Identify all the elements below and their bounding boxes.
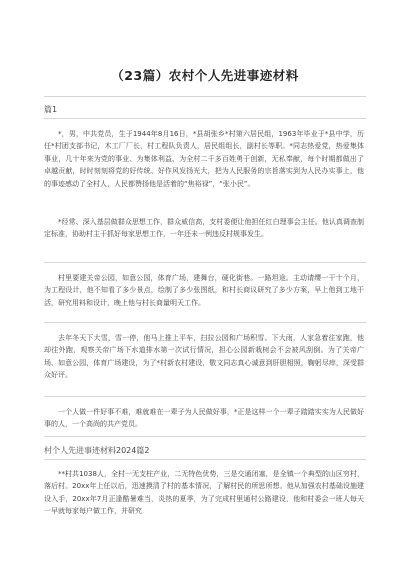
paragraph-2: *经常、深入基层做群众思想工作，群众威信高，支村委便让他担任红白理事会主任。他认真调查制定标准，协助村主干抓好每家思想工作，一年还未一例违反村规事发生。 — [44, 218, 364, 239]
divider — [44, 436, 366, 437]
paragraph-1: *，男，中共党员，生于1944年8月16日，*县胡张乡*村第六居民组，1963年毕业于*县中学，历任*村团支部书记，木工厂厂长，村工程队负责人，居民组组长，副村长等职。*同志热爱党，热爱集体事业，几十年来为党的事业、为集体利益、为全村二千多百姓勇于创新，无私奉献，每个时期都做出了卓越贡献，时时刻刻将党的好传统、好作风发扬光大，把为人民服务的宗旨落实到为人民办实事上，他的事迹感动了全村人，人民都赞扬他是活着的“焦裕禄”，“张小民”。 — [44, 130, 364, 188]
section-heading-2: 村个人先进事迹材料2024篇2 — [44, 446, 150, 455]
paragraph-6: **村共1038人，全村一无支柱产业，二无特色优势，三是交通闭塞，是全镇一个典型的山区穷村，落后村。20xx年上任以后，迅速摸清了村的基本情况，了解村民的所思所想。他从加强农村基础设施建设入手，20xx年7月正逢酷暑难当，炎热的夏季，为了完成村里通村公路建设，他和村委会一班人每天一早就每家每户做工作，并研究 — [44, 470, 364, 516]
section-heading-1: 篇1 — [44, 105, 58, 114]
divider — [44, 118, 366, 119]
document-title: （23篇）农村个人先进事迹材料 — [111, 68, 299, 83]
paragraph-4: 去年冬天下大雪，雪一停，他马上推上平车，扫拉公园和广场积雪。下大雨，人家急着往家跑，他却往外跑，观察关帝广场下水道排水第一次试行情况，担心公园新栽树会不会被风刮倒。为了关帝广场、如意公园，体育广场建设，为了*村新农村建设，敬文同志真心诚意到肝胆相照，鞠躬尽瘁，深受群众好评。 — [44, 334, 364, 380]
divider — [44, 459, 366, 460]
divider — [44, 96, 366, 97]
paragraph-5: 一个人做一件好事不难，难就难在一辈子为人民做好事，*正是这样一个一辈子踏踏实实为人民做好事的人，一个高尚的共产党员。 — [44, 408, 364, 429]
divider — [44, 396, 366, 397]
divider — [44, 262, 366, 263]
paragraph-3: 村里要建关帝公园，如意公园，体育广场，建舞台，硬化街巷。一路坦途。主动请缨一干十个月，为工程设计，他不知看了多少景点，绘制了多少张图纸，和村长商议研究了多少方案，早上他到工地干活，研究用料和设计，晚上他与村长商量明天工作。 — [44, 274, 364, 307]
divider — [44, 322, 366, 323]
